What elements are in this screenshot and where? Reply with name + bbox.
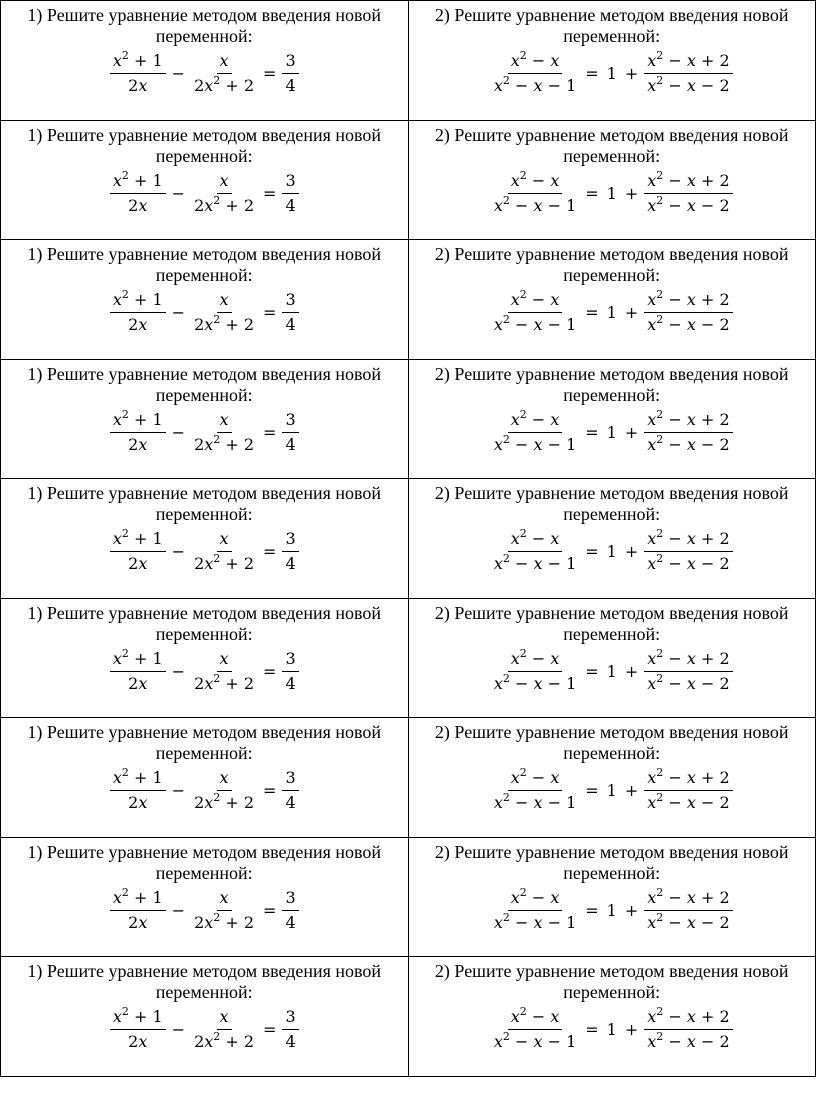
equation [7,168,402,216]
card-row [1,957,816,1077]
task2-card [408,120,816,240]
numerator: $x^2 + 1$ [110,171,166,194]
operator: − [171,303,186,323]
task1-card [1,598,409,718]
fraction [491,885,579,933]
denominator: $x^2 - x - 1$ [493,432,577,454]
numerator: $x^2 - x$ [508,1007,563,1030]
numerator: $x^2 - x + 2$ [644,51,732,74]
fraction [110,529,166,574]
card-row [1,598,816,718]
denominator: 4 [285,673,296,693]
denominator: 4 [285,76,296,95]
numerator: $x^2 - x$ [508,888,563,911]
task1-card [1,240,409,360]
numerator: $x^2 + 1$ [110,290,166,313]
numerator: 3 [282,649,298,672]
task1-card [1,359,409,479]
operator: − [171,661,186,681]
task1-card [1,120,409,240]
operator: 1 [606,183,617,203]
numerator: $x^2 - x$ [508,529,563,552]
task2-card [408,479,816,599]
fraction [191,888,257,933]
numerator: $x^2 - x + 2$ [644,888,732,911]
operator: − [171,781,186,801]
task-instruction: 1) Решите уравнение методом введения новой переменной: [27,602,382,644]
fraction [644,885,732,933]
numerator: x [217,1007,232,1030]
equation [7,529,402,574]
denominator: $2x^2 + 2$ [194,671,255,693]
fraction [491,1007,579,1052]
denominator: $x^2 - x - 2$ [647,552,730,574]
operator: 1 [606,542,617,562]
equation [415,768,810,813]
equation [415,290,810,335]
fraction [644,646,732,694]
fraction [191,410,257,455]
numerator: x [217,768,232,791]
grid-body [1,1,816,1077]
denominator: 2x [128,195,148,215]
denominator: 2x [128,912,148,932]
task2-card [408,1,816,121]
operator: + [624,900,639,920]
fraction [491,290,579,335]
operator: − [171,422,186,442]
operator: − [171,1020,186,1040]
numerator: x [217,51,232,74]
task-instruction: 2) Решите уравнение методом введения новой переменной: [434,841,789,883]
task-instruction: 1) Решите уравнение методом введения новой переменной: [27,841,382,883]
fraction [282,529,298,574]
operator: = [263,64,277,83]
numerator: $x^2 + 1$ [110,1007,166,1030]
fraction [491,529,579,574]
numerator: 3 [282,410,298,433]
numerator: x [217,888,232,911]
numerator: $x^2 - x + 2$ [644,529,732,552]
fraction [110,646,166,694]
numerator: 3 [282,1007,298,1030]
operator: + [624,1020,639,1040]
fraction [282,649,298,694]
numerator: $x^2 - x + 2$ [644,768,732,791]
fraction [191,51,257,96]
numerator: $x^2 - x$ [508,768,563,791]
card-row [1,479,816,599]
fraction [110,407,166,455]
numerator: x [217,171,232,194]
denominator: $2x^2 + 2$ [194,791,255,813]
denominator: $x^2 - x - 2$ [647,74,730,95]
equation [415,646,810,694]
numerator: $x^2 - x + 2$ [644,290,732,313]
numerator: x [217,649,232,672]
denominator: $2x^2 + 2$ [194,432,255,454]
operator: 1 [606,900,617,920]
fraction [110,768,166,813]
operator: = [263,1020,277,1040]
card-row [1,837,816,957]
denominator: 2x [128,434,148,454]
operator: = [585,661,599,681]
operator: 1 [606,1020,617,1040]
operator: + [624,422,639,442]
numerator: $x^2 - x$ [508,51,563,74]
fraction [282,888,298,933]
equation [7,885,402,933]
task-instruction: 2) Решите уравнение методом введения новой переменной: [434,363,789,405]
denominator: $x^2 - x - 1$ [493,791,577,813]
equation [7,1007,402,1052]
fraction [191,768,257,813]
operator: − [171,183,186,203]
fraction [110,1007,166,1052]
denominator: 4 [285,1032,296,1052]
numerator: $x^2 - x$ [508,171,563,194]
denominator: $2x^2 + 2$ [194,313,255,335]
numerator: $x^2 + 1$ [110,768,166,791]
operator: = [263,303,277,323]
fraction [282,290,298,335]
fraction [644,290,732,335]
fraction [282,51,298,96]
task-instruction: 2) Решите уравнение методом введения новой переменной: [434,961,789,1003]
fraction [191,1007,257,1052]
equation [7,407,402,455]
card-row [1,718,816,838]
numerator: $x^2 + 1$ [110,410,166,433]
operator: + [624,183,639,203]
task1-card [1,957,409,1077]
task-instruction: 1) Решите уравнение методом введения новой переменной: [27,5,382,46]
denominator: $2x^2 + 2$ [194,1030,255,1052]
fraction [491,168,579,216]
task-instruction: 1) Решите уравнение методом введения новой переменной: [27,961,382,1003]
denominator: 2x [128,793,148,813]
task2-card [408,718,816,838]
operator: = [263,183,277,203]
equation [415,168,810,216]
denominator: 4 [285,912,296,932]
numerator: $x^2 - x + 2$ [644,649,732,672]
denominator: $x^2 - x - 2$ [647,910,730,932]
operator: − [171,542,186,562]
task-instruction: 2) Решите уравнение методом введения новой переменной: [434,602,789,644]
fraction [644,1007,732,1052]
fraction [110,290,166,335]
equation [7,768,402,813]
equation [415,407,810,455]
operator: = [585,422,599,442]
task1-card [1,479,409,599]
fraction [282,768,298,813]
denominator: $x^2 - x - 1$ [493,1030,577,1052]
numerator: $x^2 + 1$ [110,649,166,672]
numerator: 3 [282,888,298,911]
task2-card [408,359,816,479]
numerator: $x^2 - x + 2$ [644,410,732,433]
numerator: 3 [282,290,298,313]
denominator: 4 [285,793,296,813]
denominator: $x^2 - x - 1$ [493,552,577,574]
fraction [491,768,579,813]
denominator: $x^2 - x - 1$ [493,910,577,932]
operator: = [263,422,277,442]
task-instruction: 2) Решите уравнение методом введения новой переменной: [434,5,789,46]
card-row [1,240,816,360]
operator: + [624,64,639,83]
operator: − [171,64,186,83]
operator: = [585,542,599,562]
denominator: $x^2 - x - 2$ [647,1030,730,1052]
operator: = [263,781,277,801]
equation [7,290,402,335]
fraction [110,51,166,96]
denominator: $x^2 - x - 2$ [647,671,730,693]
fraction [191,649,257,694]
numerator: $x^2 - x$ [508,410,563,433]
equation [415,529,810,574]
numerator: $x^2 + 1$ [110,888,166,911]
operator: = [585,1020,599,1040]
denominator: $x^2 - x - 2$ [647,313,730,335]
operator: + [624,781,639,801]
operator: − [171,900,186,920]
card-row [1,359,816,479]
fraction [110,168,166,216]
denominator: $2x^2 + 2$ [194,910,255,932]
numerator: 3 [282,171,298,194]
fraction [644,168,732,216]
numerator: x [217,410,232,433]
denominator: 2x [128,1032,148,1052]
denominator: 4 [285,315,296,335]
operator: = [263,661,277,681]
fraction [491,646,579,694]
denominator: 2x [128,554,148,574]
numerator: $x^2 - x$ [508,290,563,313]
task-instruction: 1) Решите уравнение методом введения новой переменной: [27,244,382,286]
fraction [282,1007,298,1052]
operator: + [624,303,639,323]
numerator: x [217,290,232,313]
numerator: $x^2 - x + 2$ [644,1007,732,1030]
task2-card [408,957,816,1077]
card-row [1,1,816,121]
fraction [191,290,257,335]
equation [7,51,402,96]
operator: + [624,542,639,562]
operator: 1 [606,422,617,442]
fraction [191,529,257,574]
numerator: 3 [282,768,298,791]
denominator: 4 [285,434,296,454]
denominator: $2x^2 + 2$ [194,552,255,574]
fraction [282,410,298,455]
denominator: $x^2 - x - 1$ [493,74,577,95]
denominator: 2x [128,673,148,693]
denominator: $2x^2 + 2$ [194,193,255,215]
numerator: $x^2 + 1$ [110,529,166,552]
denominator: $x^2 - x - 1$ [493,671,577,693]
task1-card [1,1,409,121]
equation [7,646,402,694]
equation [415,1007,810,1052]
numerator: 3 [282,51,298,74]
fraction [282,171,298,216]
equation [415,51,810,96]
task-instruction: 1) Решите уравнение методом введения новой переменной: [27,363,382,405]
fraction [644,51,732,96]
task1-card [1,837,409,957]
denominator: $x^2 - x - 2$ [647,791,730,813]
operator: 1 [606,781,617,801]
task-instruction: 1) Решите уравнение методом введения новой переменной: [27,483,382,525]
task-instruction: 2) Решите уравнение методом введения новой переменной: [434,722,789,764]
numerator: $x^2 - x + 2$ [644,171,732,194]
operator: + [624,661,639,681]
numerator: $x^2 + 1$ [110,51,166,74]
operator: = [585,781,599,801]
operator: = [263,542,277,562]
operator: = [585,183,599,203]
equation [415,885,810,933]
fraction [644,768,732,813]
denominator: $x^2 - x - 1$ [493,313,577,335]
task-instruction: 1) Решите уравнение методом введения новой переменной: [27,722,382,764]
fraction [110,885,166,933]
operator: 1 [606,64,617,83]
denominator: $2x^2 + 2$ [194,74,255,95]
numerator: x [217,529,232,552]
operator: = [585,303,599,323]
task1-card [1,718,409,838]
task-instruction: 2) Решите уравнение методом введения новой переменной: [434,244,789,286]
denominator: 2x [128,76,148,95]
operator: 1 [606,661,617,681]
numerator: 3 [282,529,298,552]
fraction [491,51,579,96]
task2-card [408,598,816,718]
denominator: 4 [285,195,296,215]
fraction [491,407,579,455]
task2-card [408,240,816,360]
task-instruction: 1) Решите уравнение методом введения новой переменной: [27,124,382,166]
fraction [644,529,732,574]
operator: = [263,900,277,920]
denominator: $x^2 - x - 1$ [493,193,577,215]
denominator: $x^2 - x - 2$ [647,432,730,454]
task-instruction: 2) Решите уравнение методом введения новой переменной: [434,124,789,166]
operator: 1 [606,303,617,323]
task-instruction: 2) Решите уравнение методом введения новой переменной: [434,483,789,525]
operator: = [585,64,599,83]
operator: = [585,900,599,920]
card-row [1,120,816,240]
task2-card [408,837,816,957]
denominator: $x^2 - x - 2$ [647,193,730,215]
numerator: $x^2 - x$ [508,649,563,672]
denominator: 2x [128,315,148,335]
fraction [644,407,732,455]
fraction [191,171,257,216]
denominator: 4 [285,554,296,574]
